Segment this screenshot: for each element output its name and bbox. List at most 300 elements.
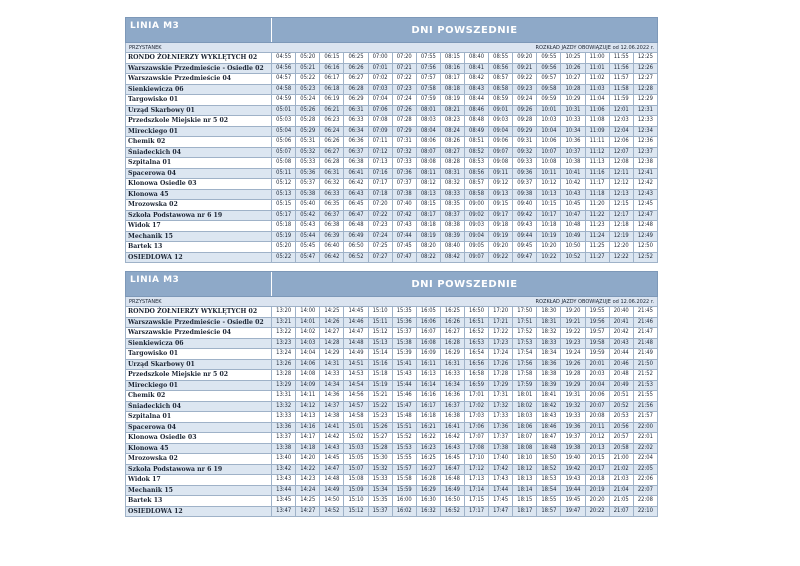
departure-time: 19:20 — [561, 307, 585, 318]
departure-time: 10:06 — [537, 137, 561, 148]
departure-time: 07:33 — [392, 158, 416, 169]
departure-time: 14:23 — [296, 475, 320, 486]
departure-time: 06:31 — [344, 105, 368, 116]
departure-time: 14:45 — [320, 454, 344, 465]
departure-time: 13:32 — [272, 401, 296, 412]
line-title: LINIA M3 — [126, 272, 272, 296]
departure-time: 08:55 — [489, 53, 513, 64]
departure-time: 13:40 — [272, 454, 296, 465]
table-row — [126, 231, 658, 242]
departure-time: 19:33 — [561, 412, 585, 423]
departure-time: 08:04 — [416, 126, 440, 137]
departure-time: 10:25 — [561, 53, 585, 64]
departure-time: 07:23 — [368, 221, 392, 232]
departure-time: 15:10 — [344, 496, 368, 507]
departure-time: 06:38 — [344, 158, 368, 169]
departure-time: 18:42 — [537, 401, 561, 412]
departure-time: 10:17 — [537, 210, 561, 221]
departure-time: 13:43 — [272, 475, 296, 486]
departure-time: 05:13 — [272, 189, 296, 200]
stop-name: Sienkiewicza 06 — [126, 338, 272, 349]
departure-time: 12:42 — [633, 179, 657, 190]
departure-time: 13:42 — [272, 464, 296, 475]
stop-name: Bartek 13 — [126, 242, 272, 253]
departure-time: 13:24 — [272, 349, 296, 360]
stop-name: Szpitalna 01 — [126, 158, 272, 169]
departure-time: 18:08 — [513, 443, 537, 454]
departure-time: 07:17 — [368, 179, 392, 190]
departure-time: 11:03 — [585, 84, 609, 95]
table-row — [126, 412, 658, 423]
departure-time: 08:32 — [440, 179, 464, 190]
departure-time: 16:26 — [440, 317, 464, 328]
stop-name: Mireckiego 01 — [126, 126, 272, 137]
departure-time: 06:15 — [320, 53, 344, 64]
departure-time: 09:00 — [465, 200, 489, 211]
departure-time: 21:49 — [633, 349, 657, 360]
departure-time: 09:40 — [513, 200, 537, 211]
departure-time: 10:36 — [561, 137, 585, 148]
table-row — [126, 391, 658, 402]
departure-time: 16:56 — [465, 359, 489, 370]
departure-time: 13:33 — [272, 412, 296, 423]
departure-time: 05:26 — [296, 105, 320, 116]
departure-time: 16:43 — [440, 443, 464, 454]
departure-time: 08:01 — [416, 105, 440, 116]
departure-time: 16:02 — [392, 506, 416, 517]
departure-time: 12:27 — [633, 74, 657, 85]
departure-time: 07:56 — [416, 63, 440, 74]
departure-time: 08:42 — [465, 74, 489, 85]
departure-time: 05:21 — [296, 63, 320, 74]
departure-time: 15:16 — [368, 359, 392, 370]
departure-time: 08:11 — [416, 168, 440, 179]
departure-time: 14:04 — [296, 349, 320, 360]
departure-time: 19:44 — [561, 485, 585, 496]
departure-time: 10:38 — [561, 158, 585, 169]
stop-name: Urząd Skarbowy 01 — [126, 359, 272, 370]
departure-time: 13:22 — [272, 328, 296, 339]
departure-time: 05:47 — [296, 252, 320, 263]
departure-time: 16:50 — [440, 496, 464, 507]
departure-time: 14:57 — [344, 401, 368, 412]
table-row — [126, 433, 658, 444]
departure-time: 15:03 — [344, 443, 368, 454]
departure-time: 05:22 — [272, 252, 296, 263]
departure-time: 08:57 — [465, 179, 489, 190]
stop-name: Mechanik 15 — [126, 231, 272, 242]
departure-time: 06:28 — [344, 84, 368, 95]
departure-time: 22:01 — [633, 433, 657, 444]
departure-time: 13:20 — [272, 307, 296, 318]
departure-time: 13:21 — [272, 317, 296, 328]
departure-time: 12:11 — [609, 168, 633, 179]
departure-time: 21:07 — [609, 506, 633, 517]
departure-time: 09:01 — [489, 105, 513, 116]
departure-time: 14:01 — [296, 317, 320, 328]
table-row — [126, 307, 658, 318]
departure-time: 20:58 — [609, 443, 633, 454]
stop-name: Klonowa 45 — [126, 443, 272, 454]
departure-time: 16:31 — [440, 359, 464, 370]
table-row — [126, 179, 658, 190]
departure-time: 20:18 — [585, 475, 609, 486]
departure-time: 09:56 — [537, 63, 561, 74]
departure-time: 11:58 — [609, 84, 633, 95]
departure-time: 06:34 — [344, 126, 368, 137]
departure-time: 08:23 — [440, 116, 464, 127]
departure-time: 16:05 — [416, 307, 440, 318]
table-row — [126, 168, 658, 179]
departure-time: 16:09 — [416, 349, 440, 360]
departure-time: 06:38 — [320, 221, 344, 232]
departure-time: 12:19 — [609, 231, 633, 242]
departure-time: 07:12 — [368, 147, 392, 158]
departure-time: 11:12 — [585, 147, 609, 158]
departure-time: 18:50 — [537, 454, 561, 465]
departure-time: 07:09 — [368, 126, 392, 137]
departure-time: 09:04 — [465, 231, 489, 242]
departure-time: 09:58 — [537, 84, 561, 95]
departure-time: 18:39 — [537, 380, 561, 391]
departure-time: 05:07 — [272, 147, 296, 158]
departure-time: 08:57 — [489, 74, 513, 85]
departure-time: 14:47 — [320, 464, 344, 475]
departure-time: 14:41 — [320, 422, 344, 433]
departure-time: 17:51 — [513, 317, 537, 328]
departure-time: 20:56 — [609, 422, 633, 433]
departure-time: 10:31 — [561, 105, 585, 116]
departure-time: 06:26 — [344, 63, 368, 74]
departure-time: 07:45 — [392, 242, 416, 253]
table-row — [126, 370, 658, 381]
departure-time: 08:49 — [465, 126, 489, 137]
departure-time: 05:31 — [296, 137, 320, 148]
departure-time: 17:06 — [465, 422, 489, 433]
departure-time: 06:21 — [320, 105, 344, 116]
departure-time: 10:41 — [561, 168, 585, 179]
departure-time: 14:54 — [344, 380, 368, 391]
departure-time: 18:38 — [537, 370, 561, 381]
departure-time: 13:36 — [272, 422, 296, 433]
stop-name: Chemik 02 — [126, 137, 272, 148]
departure-time: 12:04 — [609, 126, 633, 137]
departure-time: 12:29 — [633, 95, 657, 106]
departure-time: 06:33 — [344, 116, 368, 127]
departure-time: 09:11 — [489, 168, 513, 179]
table-row — [126, 95, 658, 106]
departure-time: 05:43 — [296, 221, 320, 232]
departure-time: 19:37 — [561, 433, 585, 444]
departure-time: 08:41 — [465, 63, 489, 74]
departure-time: 14:49 — [320, 485, 344, 496]
departure-time: 08:08 — [416, 158, 440, 169]
departure-time: 14:38 — [320, 412, 344, 423]
departure-time: 18:13 — [513, 475, 537, 486]
departure-time: 04:56 — [272, 63, 296, 74]
table-row — [126, 349, 658, 360]
departure-time: 14:18 — [296, 443, 320, 454]
departure-time: 10:07 — [537, 147, 561, 158]
departure-time: 06:52 — [344, 252, 368, 263]
departure-time: 15:57 — [392, 464, 416, 475]
departure-time: 15:38 — [392, 338, 416, 349]
departure-time: 14:53 — [344, 370, 368, 381]
departure-time: 19:55 — [585, 307, 609, 318]
departure-time: 11:08 — [585, 116, 609, 127]
table-row — [126, 210, 658, 221]
day-type-title: DNI POWSZEDNIE — [411, 279, 518, 290]
departure-time: 18:30 — [537, 307, 561, 318]
departure-time: 18:02 — [513, 401, 537, 412]
departure-time: 10:04 — [537, 126, 561, 137]
departure-time: 08:31 — [440, 168, 464, 179]
departure-time: 17:42 — [489, 464, 513, 475]
departure-time: 15:22 — [368, 401, 392, 412]
departure-time: 15:48 — [392, 412, 416, 423]
departure-time: 05:32 — [296, 147, 320, 158]
departure-time: 11:25 — [585, 242, 609, 253]
departure-time: 14:50 — [320, 496, 344, 507]
timetable-morning — [125, 17, 658, 263]
departure-time: 06:50 — [344, 242, 368, 253]
validity-note: ROZKŁAD JAZDY OBOWIĄZUJE od 12.06.2022 r. — [535, 298, 654, 305]
departure-time: 12:06 — [609, 137, 633, 148]
departure-time: 14:22 — [296, 464, 320, 475]
departure-time: 17:56 — [513, 359, 537, 370]
departure-time: 06:16 — [320, 63, 344, 74]
departure-time: 18:47 — [537, 433, 561, 444]
departure-time: 08:24 — [440, 126, 464, 137]
departure-time: 05:03 — [272, 116, 296, 127]
departure-time: 05:29 — [296, 126, 320, 137]
departure-time: 12:48 — [633, 221, 657, 232]
departure-time: 08:18 — [440, 84, 464, 95]
departure-time: 12:07 — [609, 147, 633, 158]
departure-time: 16:29 — [440, 349, 464, 360]
departure-time: 16:42 — [440, 433, 464, 444]
departure-time: 09:59 — [537, 95, 561, 106]
departure-time: 15:08 — [344, 475, 368, 486]
departure-time: 08:48 — [465, 116, 489, 127]
departure-time: 17:20 — [489, 307, 513, 318]
departure-time: 08:13 — [416, 189, 440, 200]
departure-time: 08:16 — [440, 63, 464, 74]
departure-time: 12:31 — [633, 105, 657, 116]
departure-time: 09:38 — [513, 189, 537, 200]
departure-time: 22:05 — [633, 464, 657, 475]
departure-time: 15:10 — [368, 307, 392, 318]
table-row — [126, 328, 658, 339]
departure-time: 14:17 — [296, 433, 320, 444]
departure-time: 16:30 — [416, 496, 440, 507]
departure-time: 12:26 — [633, 63, 657, 74]
departure-time: 21:50 — [633, 359, 657, 370]
departure-time: 17:22 — [489, 328, 513, 339]
departure-time: 10:52 — [561, 252, 585, 263]
stop-name: Mechanik 15 — [126, 485, 272, 496]
departure-time: 15:33 — [368, 475, 392, 486]
table-row — [126, 454, 658, 465]
departure-time: 08:51 — [465, 137, 489, 148]
departure-time: 05:45 — [296, 242, 320, 253]
departure-time: 10:50 — [561, 242, 585, 253]
table-row — [126, 317, 658, 328]
departure-time: 11:20 — [585, 200, 609, 211]
departure-time: 11:18 — [585, 189, 609, 200]
departure-time: 17:01 — [465, 391, 489, 402]
departure-time: 17:24 — [489, 349, 513, 360]
stop-name: Klonowa Osiedle 03 — [126, 179, 272, 190]
departure-time: 17:54 — [513, 349, 537, 360]
departure-time: 18:41 — [537, 391, 561, 402]
departure-time: 16:08 — [416, 338, 440, 349]
departure-time: 17:40 — [489, 454, 513, 465]
departure-time: 08:17 — [440, 74, 464, 85]
departure-time: 09:31 — [513, 137, 537, 148]
departure-time: 12:38 — [633, 158, 657, 169]
departure-time: 17:03 — [465, 412, 489, 423]
departure-time: 20:03 — [585, 370, 609, 381]
departure-time: 19:47 — [561, 506, 585, 517]
departure-time: 09:42 — [513, 210, 537, 221]
departure-time: 10:48 — [561, 221, 585, 232]
departure-time: 11:57 — [609, 74, 633, 85]
departure-time: 08:40 — [465, 53, 489, 64]
departure-time: 21:55 — [633, 391, 657, 402]
departure-time: 17:32 — [489, 401, 513, 412]
departure-time: 15:28 — [368, 443, 392, 454]
departure-time: 14:29 — [320, 349, 344, 360]
departure-time: 06:36 — [344, 137, 368, 148]
departure-time: 06:33 — [320, 189, 344, 200]
departure-time: 09:19 — [489, 231, 513, 242]
departure-time: 06:37 — [344, 147, 368, 158]
departure-time: 12:33 — [633, 116, 657, 127]
departure-time: 11:04 — [585, 95, 609, 106]
departure-time: 14:58 — [344, 412, 368, 423]
departure-time: 12:49 — [633, 231, 657, 242]
departure-time: 15:02 — [344, 433, 368, 444]
departure-time: 18:48 — [537, 443, 561, 454]
departure-time: 21:53 — [633, 380, 657, 391]
departure-time: 19:36 — [561, 422, 585, 433]
departure-time: 05:12 — [272, 179, 296, 190]
departure-time: 07:24 — [368, 231, 392, 242]
stop-name: Mireckiego 01 — [126, 380, 272, 391]
departure-time: 20:01 — [585, 359, 609, 370]
departure-time: 12:22 — [609, 252, 633, 263]
departure-time: 18:17 — [513, 506, 537, 517]
departure-time: 07:44 — [392, 231, 416, 242]
departure-time: 07:43 — [392, 221, 416, 232]
departure-time: 16:13 — [416, 370, 440, 381]
departure-time: 18:43 — [537, 412, 561, 423]
departure-time: 20:41 — [609, 317, 633, 328]
departure-time: 14:42 — [320, 433, 344, 444]
validity-note: ROZKŁAD JAZDY OBOWIĄZUJE od 12.06.2022 r. — [535, 44, 654, 51]
departure-time: 08:15 — [416, 200, 440, 211]
table-row — [126, 422, 658, 433]
table-row — [126, 137, 658, 148]
departure-time: 15:35 — [368, 496, 392, 507]
departure-time: 06:45 — [344, 200, 368, 211]
departure-time: 17:13 — [465, 475, 489, 486]
departure-time: 06:43 — [344, 189, 368, 200]
departure-time: 06:23 — [320, 116, 344, 127]
departure-time: 11:09 — [585, 126, 609, 137]
stop-name: OSIEDLOWA 12 — [126, 252, 272, 263]
departure-time: 07:18 — [368, 189, 392, 200]
departure-time: 19:26 — [561, 359, 585, 370]
departure-time: 07:31 — [392, 137, 416, 148]
departure-time: 14:51 — [344, 359, 368, 370]
departure-time: 19:59 — [585, 349, 609, 360]
departure-time: 22:07 — [633, 485, 657, 496]
departure-time: 10:42 — [561, 179, 585, 190]
departure-time: 08:19 — [440, 95, 464, 106]
departure-time: 17:37 — [489, 433, 513, 444]
departure-time: 06:37 — [320, 210, 344, 221]
departure-time: 07:25 — [368, 242, 392, 253]
timetable-afternoon — [125, 271, 658, 517]
stop-name: RONDO ŻOŁNIERZY WYKLĘTYCH 02 — [126, 307, 272, 318]
departure-time: 08:18 — [416, 221, 440, 232]
departure-time: 18:46 — [537, 422, 561, 433]
departure-time: 12:17 — [609, 210, 633, 221]
departure-time: 20:19 — [585, 485, 609, 496]
departure-time: 16:38 — [440, 412, 464, 423]
stop-name: Warszawskie Przedmieście 04 — [126, 328, 272, 339]
departure-time: 07:28 — [392, 116, 416, 127]
departure-time: 20:57 — [609, 433, 633, 444]
departure-time: 17:38 — [489, 443, 513, 454]
day-type-title: DNI POWSZEDNIE — [411, 25, 518, 36]
table-row — [126, 242, 658, 253]
departure-time: 09:20 — [513, 53, 537, 64]
timetable-header — [125, 17, 658, 43]
departure-time: 11:55 — [609, 53, 633, 64]
line-title: LINIA M3 — [126, 18, 272, 42]
departure-time: 06:25 — [344, 53, 368, 64]
stop-name: RONDO ŻOŁNIERZY WYKLĘTYCH 02 — [126, 53, 272, 64]
departure-time: 14:13 — [296, 412, 320, 423]
stop-name: Widok 17 — [126, 475, 272, 486]
departure-time: 15:59 — [392, 485, 416, 496]
departure-time: 19:23 — [561, 338, 585, 349]
departure-time: 19:28 — [561, 370, 585, 381]
departure-time: 21:52 — [633, 370, 657, 381]
departure-time: 16:17 — [416, 401, 440, 412]
departure-time: 22:06 — [633, 475, 657, 486]
departure-time: 06:18 — [320, 84, 344, 95]
departure-time: 13:37 — [272, 433, 296, 444]
departure-time: 17:28 — [489, 370, 513, 381]
stop-name: Przedszkole Miejskie nr 5 02 — [126, 116, 272, 127]
departure-time: 12:36 — [633, 137, 657, 148]
departure-time: 05:11 — [272, 168, 296, 179]
departure-time: 18:06 — [513, 422, 537, 433]
departure-time: 20:15 — [585, 454, 609, 465]
table-row — [126, 74, 658, 85]
departure-time: 06:42 — [320, 252, 344, 263]
departure-time: 14:52 — [320, 506, 344, 517]
departure-time: 07:20 — [368, 200, 392, 211]
departure-time: 10:37 — [561, 147, 585, 158]
departure-time: 05:44 — [296, 231, 320, 242]
departure-time: 14:02 — [296, 328, 320, 339]
departure-time: 09:43 — [513, 221, 537, 232]
